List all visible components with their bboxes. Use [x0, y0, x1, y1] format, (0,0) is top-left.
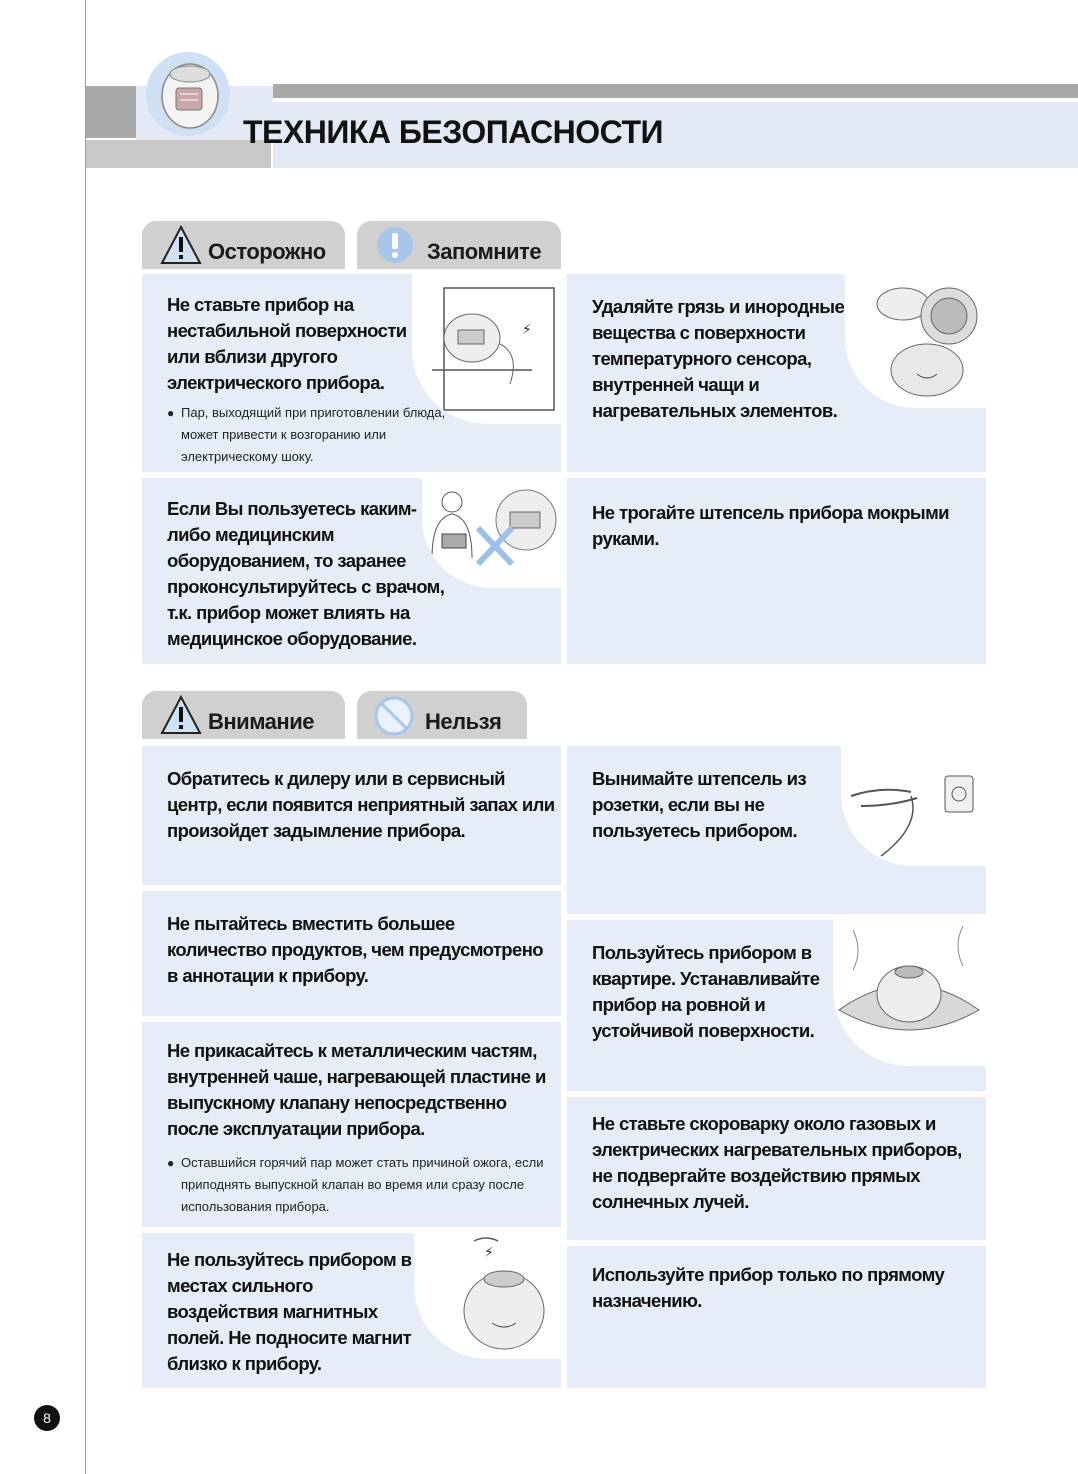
- warning-icon: [160, 695, 202, 735]
- forbidden-item-1-text: Вынимайте штепсель из розетки, если вы не пользуетесь прибором.: [592, 768, 807, 841]
- tab-remember: [357, 221, 561, 269]
- forbidden-item-4: [567, 1246, 986, 1388]
- header-bar-left: [86, 86, 136, 138]
- magnet-cooker-illustration: [414, 1233, 561, 1359]
- forbidden-item-3-text: Не ставьте скороварку около газовых и электрических нагревательных приборов, не подвергайте воздействию прямых солнечных лучей.: [592, 1113, 962, 1212]
- bullet-dot: ●: [167, 1156, 175, 1170]
- caution-item-2: [142, 478, 561, 664]
- unplug-illustration: [841, 746, 986, 866]
- remember-item-2-text: Не трогайте штепсель прибора мокрыми руками.: [592, 502, 949, 549]
- prohibited-icon: [373, 695, 415, 737]
- tab-attention: [142, 691, 345, 739]
- tab-forbidden: [357, 691, 527, 739]
- tab-caution-label: Осторожно: [208, 239, 326, 264]
- attention-item-3-bullet-text: Оставшийся горячий пар может стать причиной ожога, если приподнять выпускной клапан во время или сразу после использования прибора.: [181, 1155, 544, 1214]
- svg-text:⚡: ⚡: [484, 1244, 494, 1260]
- page-title: ТЕХНИКА БЕЗОПАСНОСТИ: [243, 114, 664, 150]
- remember-item-1: [567, 274, 986, 472]
- warning-icon: [160, 225, 202, 265]
- attention-item-1: [142, 746, 561, 885]
- remember-item-2: [567, 478, 986, 664]
- rice-cooker-logo-icon: [146, 52, 230, 136]
- attention-item-3: [142, 1022, 561, 1227]
- margin-line: [85, 0, 86, 1474]
- caution-item-1: [142, 274, 561, 472]
- attention-item-4-text: Не пользуйтесь прибором в местах сильного воздействия магнитных полей. Не подносите магнит близко к прибору.: [167, 1249, 412, 1374]
- remember-item-1-text: Удаляйте грязь и инородные вещества с поверхности температурного сенсора, внутренней чащи и нагревательных элементов.: [592, 296, 845, 421]
- attention-item-2-text: Не пытайтесь вместить большее количество продуктов, чем предусмотрено в аннотации к прибору.: [167, 913, 543, 986]
- page-number: 8: [34, 1405, 60, 1431]
- tab-forbidden-label: Нельзя: [425, 709, 502, 734]
- attention-item-2: [142, 891, 561, 1016]
- header-bar-right: [273, 84, 1078, 98]
- svg-text:⚡: ⚡: [522, 321, 532, 337]
- caution-item-1-bullet: [167, 402, 471, 468]
- attention-item-3-text: Не прикасайтесь к металлическим частям, внутренней чаше, нагревающей пластине и выпускному клапану непосредственно после эксплуатации прибора.: [167, 1040, 546, 1139]
- exclamation-icon: [375, 225, 415, 265]
- forbidden-item-3: [567, 1097, 986, 1240]
- forbidden-item-1: [567, 746, 986, 914]
- tab-caution: [142, 221, 345, 269]
- cooker-cleaning-illustration: [845, 274, 986, 408]
- bullet-dot: ●: [167, 406, 175, 420]
- forbidden-item-4-text: Используйте прибор только по прямому назначению.: [592, 1264, 945, 1311]
- forbidden-item-2: [567, 920, 986, 1091]
- caution-item-1-text: Не ставьте прибор на нестабильной поверхности или вблизи другого электрического прибора.: [167, 294, 407, 393]
- attention-item-1-text: Обратитесь к дилеру или в сервисный центр, если появится неприятный запах или произойдет задымление прибора.: [167, 768, 555, 841]
- attention-item-4: [142, 1233, 561, 1388]
- caution-item-2-text: Если Вы пользуетесь каким-либо медицинским оборудованием, то заранее проконсультируйтесь с врачом, т.к. прибор может влиять на медицинское оборудование.: [167, 498, 445, 649]
- forbidden-item-2-text: Пользуйтесь прибором в квартире. Устанавливайте прибор на ровной и устойчивой поверхности.: [592, 942, 820, 1041]
- attention-item-3-bullet: [167, 1152, 551, 1218]
- caution-item-1-bullet-text: Пар, выходящий при приготовлении блюда, может привести к возгоранию или электрическому шоку.: [181, 405, 446, 464]
- tab-remember-label: Запомните: [427, 239, 542, 264]
- tab-attention-label: Внимание: [208, 709, 314, 734]
- cooker-pillow-illustration: [833, 920, 986, 1066]
